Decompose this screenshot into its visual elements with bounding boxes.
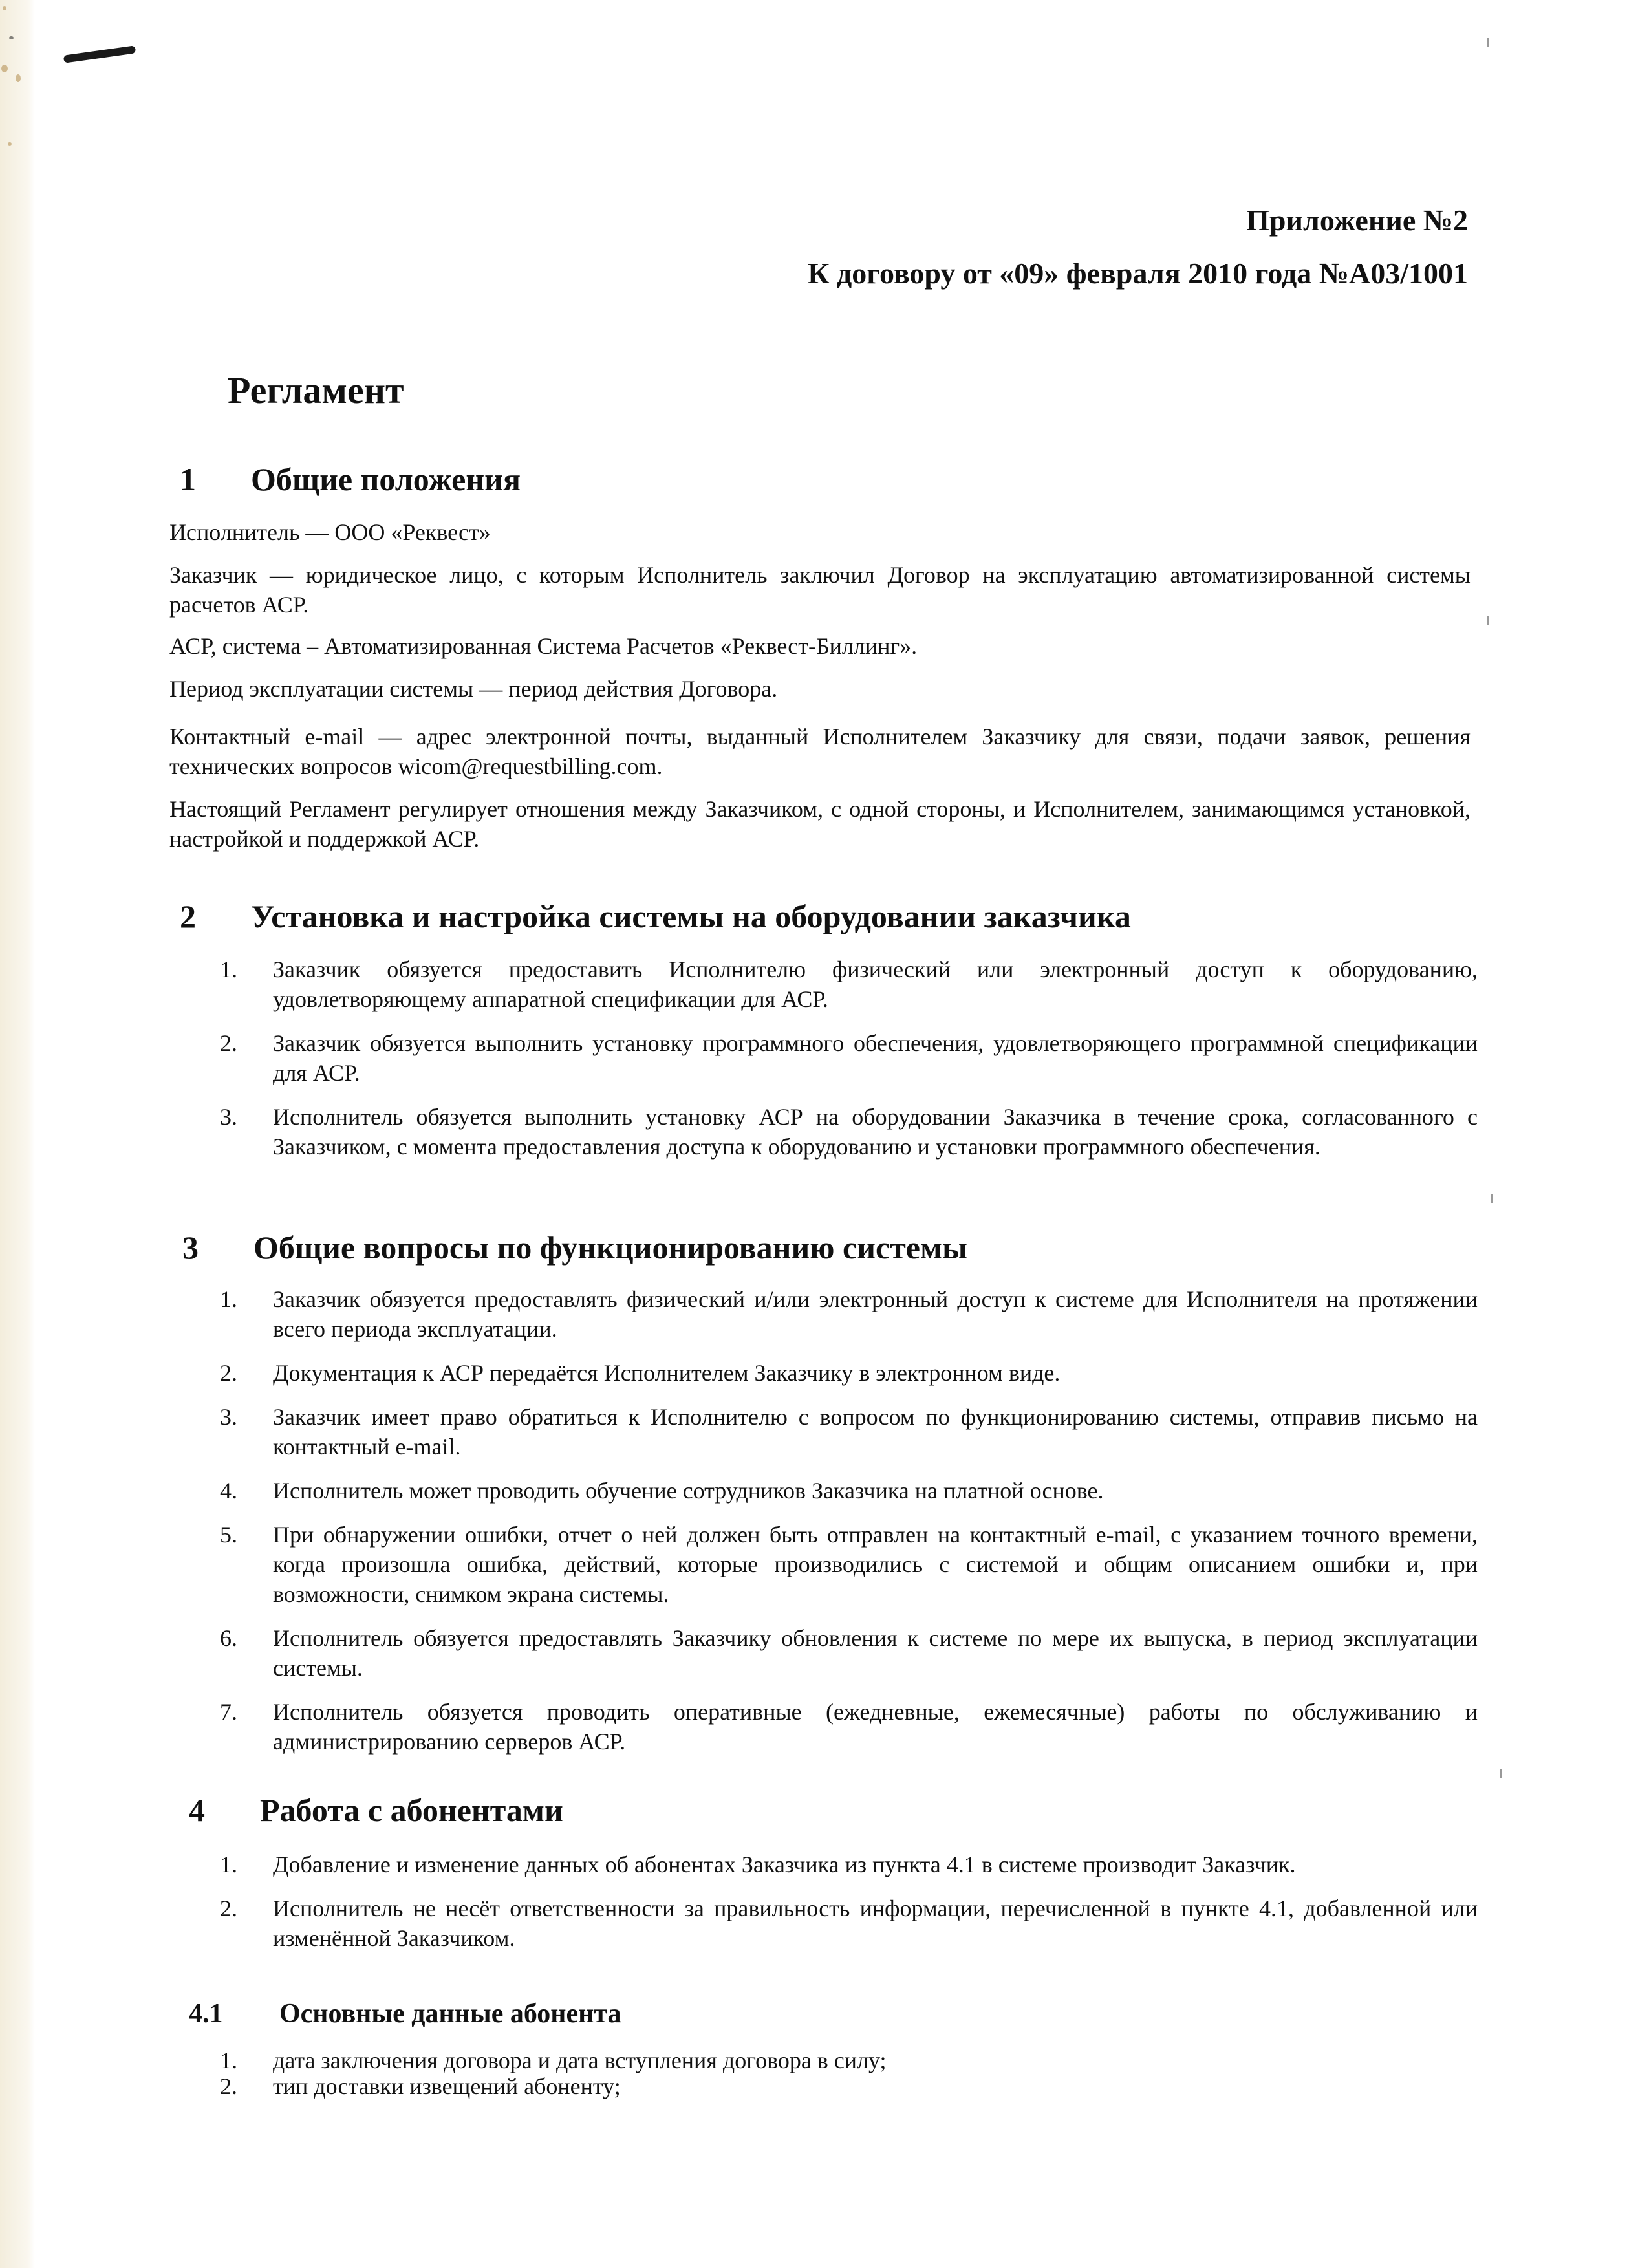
list-item: 3. Заказчик имеет право обратиться к Исполнителю с вопросом по функционированию системы, отправив письмо на контактный e-mail.: [220, 1404, 1478, 1460]
subsection-number: 4.1: [189, 1999, 223, 2029]
list-item: 6. Исполнитель обязуется предоставлять Заказчику обновления к системе по мере их выпуска, в период эксплуатации системы.: [220, 1625, 1478, 1681]
list-item: 1. Добавление и изменение данных об абонентах Заказчика из пункта 4.1 в системе производит Заказчик.: [220, 1852, 1296, 1877]
section-number: 4: [189, 1792, 205, 1828]
subsection-4-1-list: [220, 2047, 1478, 2099]
paragraph: АСР, система – Автоматизированная Система Расчетов «Реквест-Биллинг».: [169, 633, 918, 659]
scan-artifact: [1487, 38, 1489, 47]
subsection-title: Основные данные абонента: [279, 1999, 621, 2029]
subsection-heading-4-1: [189, 1998, 621, 2029]
paragraph: Период эксплуатации системы — период действия Договора.: [169, 676, 778, 702]
scan-artifact: [1500, 1769, 1502, 1778]
section-2-list: [220, 955, 1478, 1161]
list-item: 5. При обнаружении ошибки, отчет о ней должен быть отправлен на контактный e-mail, с указанием точного времени, когда произошла ошибка, действий, которые производились с системой и общим описанием ошибки и, при возможности, снимком экрана системы.: [220, 1522, 1478, 1607]
list-item: 4. Исполнитель может проводить обучение сотрудников Заказчика на платной основе.: [220, 1478, 1104, 1504]
paragraph: Исполнитель — ООО «Реквест»: [169, 519, 491, 545]
annex-number: Приложение №2: [1246, 204, 1468, 237]
paragraph: Контактный e-mail — адрес электронной почты, выданный Исполнителем Заказчику для связи, подачи заявок, решения технических вопросов wicom@requestbilling.com.: [169, 724, 1471, 779]
list-item: 3. Исполнитель обязуется выполнить установку АСР на оборудовании Заказчика в течение срока, согласованного с Заказчиком, с момента предоставления доступа к оборудованию и установки программного обеспечения.: [220, 1104, 1478, 1160]
section-title: Работа с абонентами: [260, 1792, 563, 1828]
section-title: Установка и настройка системы на оборудовании заказчика: [251, 898, 1131, 934]
section-heading-2: [180, 898, 1131, 935]
section-heading-1: [180, 460, 521, 498]
list-item: 2. Заказчик обязуется выполнить установку программного обеспечения, удовлетворяющего программной спецификации для АСР.: [220, 1030, 1478, 1086]
list-item: 1. Заказчик обязуется предоставлять физический и/или электронный доступ к системе для Исполнителя на протяжении всего периода эксплуатации.: [220, 1286, 1478, 1342]
section-3-list: [220, 1284, 1478, 1756]
contract-reference: К договору от «09» февраля 2010 года №А03/1001: [808, 257, 1468, 290]
paragraph: Заказчик — юридическое лицо, с которым Исполнитель заключил Договор на эксплуатацию автоматизированной системы расчетов АСР.: [169, 562, 1471, 618]
section-4-list: [220, 1850, 1478, 1953]
list-item: 2. Исполнитель не несёт ответственности за правильность информации, перечисленной в пункте 4.1, добавленной или изменённой Заказчиком.: [220, 1895, 1478, 1951]
document-header: [808, 194, 1468, 300]
list-item: 1. Заказчик обязуется предоставить Исполнителю физический или электронный доступ к оборудованию, удовлетворяющему аппаратной спецификации для АСР.: [220, 956, 1478, 1012]
section-number: 1: [180, 461, 196, 497]
section-number: 2: [180, 898, 196, 934]
list-item: 7. Исполнитель обязуется проводить оперативные (ежедневные, ежемесячные) работы по обслуживанию и администрированию серверов АСР.: [220, 1699, 1478, 1755]
section-title: Общие вопросы по функционированию системы: [253, 1229, 968, 1266]
section-title: Общие положения: [251, 461, 521, 497]
staple-mark: [63, 45, 136, 63]
scan-page-edge: [0, 0, 35, 2268]
section-number: 3: [182, 1229, 199, 1266]
list-item: 2. Документация к АСР передаётся Исполнителем Заказчику в электронном виде.: [220, 1360, 1061, 1386]
section-heading-4: [189, 1791, 563, 1829]
scan-artifact: [1491, 1194, 1493, 1203]
document-title: Регламент: [228, 369, 404, 411]
scan-artifact: [1487, 616, 1489, 625]
list-item: 2. тип доставки извещений абоненту;: [220, 2073, 621, 2099]
paragraph: Настоящий Регламент регулирует отношения между Заказчиком, с одной стороны, и Исполнителем, занимающимся установкой, настройкой и поддержкой АСР.: [169, 796, 1471, 852]
section-heading-3: [182, 1229, 967, 1266]
list-item: 1. дата заключения договора и дата вступления договора в силу;: [220, 2047, 887, 2073]
